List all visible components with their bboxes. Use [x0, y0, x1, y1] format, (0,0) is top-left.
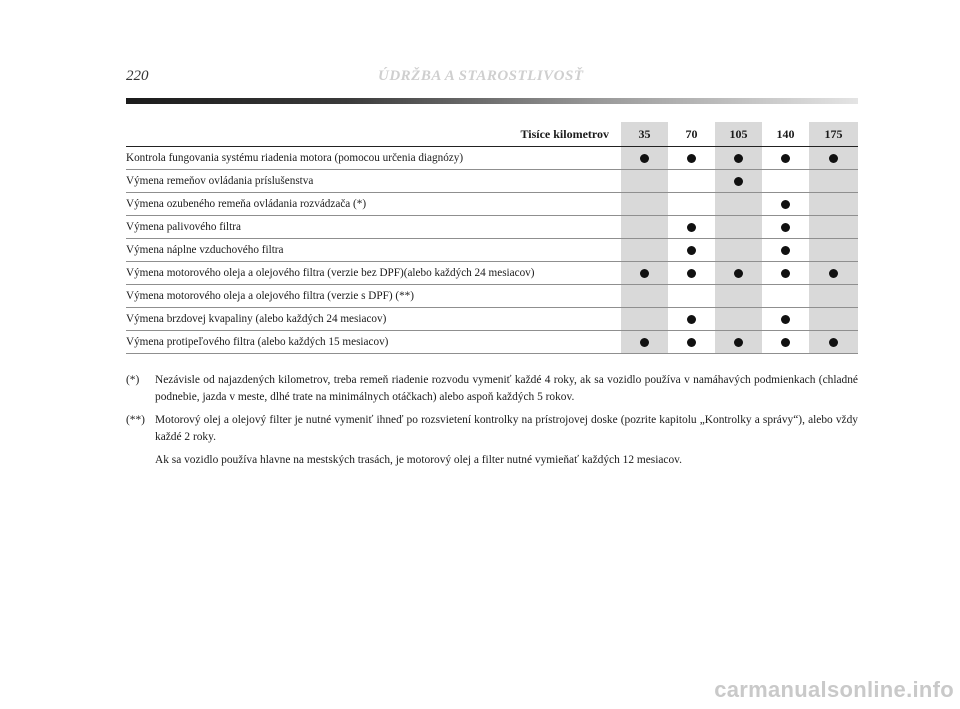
bullet-icon [640, 269, 649, 278]
interval-cell [762, 216, 809, 239]
interval-cell [621, 170, 668, 193]
interval-cell [668, 262, 715, 285]
interval-cell [715, 331, 762, 354]
bullet-icon [734, 154, 743, 163]
footnote-text: Ak sa vozidlo používa hlavne na mestských trasách, je motorový olej a filter nutné vymieňať každých 12 mesiacov. [155, 454, 682, 466]
bullet-icon [734, 269, 743, 278]
interval-cell [668, 331, 715, 354]
interval-cell [809, 170, 858, 193]
footnote-text: Nezávisle od najazdených kilometrov, treba remeň riadenie rozvodu vymeniť každé 4 roky, ak sa vozidlo používa v namáhavých podmienkach (chladné podnebie, jazda v meste, dlhé trate na minimálnych otáčkach) alebo aspoň každých 5 rokov. [155, 374, 858, 403]
interval-cell [715, 216, 762, 239]
interval-cell [715, 170, 762, 193]
interval-cell [762, 239, 809, 262]
interval-cell [809, 262, 858, 285]
table-row [126, 285, 858, 308]
interval-cell [621, 239, 668, 262]
interval-cell [668, 308, 715, 331]
interval-cell [762, 285, 809, 308]
interval-cell [809, 216, 858, 239]
interval-cell [762, 308, 809, 331]
interval-cell [762, 331, 809, 354]
interval-header: 105 [715, 122, 762, 147]
table-row [126, 262, 858, 285]
interval-cell [809, 239, 858, 262]
bullet-icon [687, 223, 696, 232]
page-number: 220 [126, 68, 149, 84]
footnote [126, 412, 858, 469]
table-header-row [126, 122, 858, 147]
task-label: Výmena brzdovej kvapaliny (alebo každých 24 mesiacov) [126, 308, 621, 331]
bullet-icon [781, 315, 790, 324]
interval-cell [621, 216, 668, 239]
km-label: Tisíce kilometrov [520, 126, 609, 141]
table-row [126, 216, 858, 239]
bullet-icon [687, 315, 696, 324]
watermark: carmanualsonline.info [714, 677, 954, 702]
bullet-icon [687, 338, 696, 347]
interval-header: 175 [809, 122, 858, 147]
header-rule [126, 98, 858, 104]
interval-cell [668, 216, 715, 239]
table-row [126, 331, 858, 354]
bullet-icon [687, 269, 696, 278]
interval-cell [715, 285, 762, 308]
maintenance-schedule-table [126, 122, 858, 354]
footnote-mark: (**) [126, 414, 145, 426]
table-row [126, 239, 858, 262]
interval-cell [621, 262, 668, 285]
bullet-icon [640, 154, 649, 163]
bullet-icon [734, 177, 743, 186]
interval-cell [715, 262, 762, 285]
task-label: Výmena motorového oleja a olejového filtra (verzie s DPF) (**) [126, 285, 621, 308]
interval-cell [715, 308, 762, 331]
interval-cell [621, 147, 668, 170]
bullet-icon [829, 269, 838, 278]
interval-cell [809, 147, 858, 170]
task-label: Výmena palivového filtra [126, 216, 621, 239]
bullet-icon [781, 269, 790, 278]
table-row [126, 170, 858, 193]
interval-cell [621, 193, 668, 216]
bullet-icon [687, 154, 696, 163]
bullet-icon [640, 338, 649, 347]
footnote [126, 372, 858, 405]
footnote-text: Motorový olej a olejový filter je nutné vymeniť ihneď po rozsvietení kontrolky na prístrojovej doske (pozrite kapitolu „Kontrolky a správy“), alebo vždy každé 2 roky. [155, 414, 858, 443]
bullet-icon [781, 246, 790, 255]
table-body [126, 147, 858, 354]
task-label: Výmena motorového oleja a olejového filtra (verzie bez DPF)(alebo každých 24 mesiacov) [126, 262, 621, 285]
interval-cell [809, 331, 858, 354]
interval-header: 70 [668, 122, 715, 147]
interval-cell [809, 308, 858, 331]
interval-cell [809, 285, 858, 308]
bullet-icon [781, 338, 790, 347]
interval-cell [809, 193, 858, 216]
interval-cell [668, 170, 715, 193]
table-row [126, 193, 858, 216]
chapter-title: ÚDRŽBA A STAROSTLIVOSŤ [378, 68, 584, 84]
task-label: Výmena protipeľového filtra (alebo každých 15 mesiacov) [126, 331, 621, 354]
interval-cell [668, 239, 715, 262]
interval-cell [762, 193, 809, 216]
interval-cell [762, 262, 809, 285]
interval-header: 35 [621, 122, 668, 147]
bullet-icon [687, 246, 696, 255]
interval-cell [621, 308, 668, 331]
task-label: Výmena remeňov ovládania príslušenstva [126, 170, 621, 193]
bullet-icon [829, 338, 838, 347]
bullet-icon [781, 223, 790, 232]
interval-cell [621, 285, 668, 308]
interval-cell [715, 193, 762, 216]
interval-cell [668, 147, 715, 170]
task-label: Kontrola fungovania systému riadenia motora (pomocou určenia diagnózy) [126, 147, 621, 170]
interval-cell [762, 170, 809, 193]
bullet-icon [781, 200, 790, 209]
footnotes [126, 372, 858, 476]
interval-cell [715, 147, 762, 170]
table-row [126, 308, 858, 331]
interval-cell [715, 239, 762, 262]
table-row [126, 147, 858, 170]
task-label: Výmena ozubeného remeňa ovládania rozvádzača (*) [126, 193, 621, 216]
bullet-icon [829, 154, 838, 163]
footnote-mark: (*) [126, 374, 140, 386]
bullet-icon [781, 154, 790, 163]
interval-cell [621, 331, 668, 354]
bullet-icon [734, 338, 743, 347]
interval-cell [668, 285, 715, 308]
interval-header: 140 [762, 122, 809, 147]
interval-cell [668, 193, 715, 216]
task-label: Výmena náplne vzduchového filtra [126, 239, 621, 262]
interval-cell [762, 147, 809, 170]
